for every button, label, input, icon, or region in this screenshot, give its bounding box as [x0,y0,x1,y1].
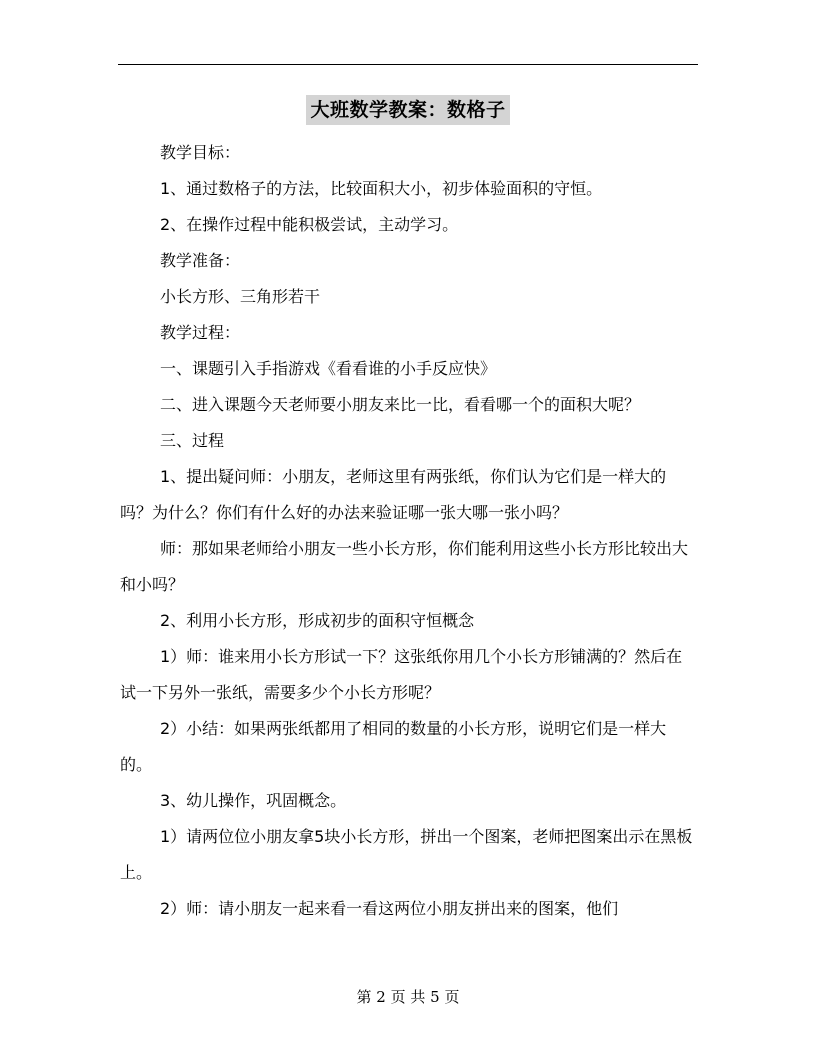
page-footer [0,987,816,1007]
paragraph: 教学过程： [160,323,241,342]
paragraph: 教学准备： [160,251,241,270]
paragraph: 三、过程 [160,431,225,450]
paragraph: 2）师：请小朋友一起来看一看这两位小朋友拼出来的图案，他们 [160,899,619,918]
paragraph: 2、利用小长方形，形成初步的面积守恒概念 [160,611,475,630]
paragraph: 1）请两位位小朋友拿5块小长方形，拼出一个图案，老师把图案出示在黑板上。 [120,827,693,882]
page-number-label: 第 2 页 共 5 页 [356,988,460,1006]
document-body [120,135,695,927]
title-container [0,95,816,125]
header-rule [118,64,698,65]
paragraph: 1、通过数格子的方法，比较面积大小，初步体验面积的守恒。 [160,179,603,198]
paragraph: 1、提出疑问师：小朋友，老师这里有两张纸，你们认为它们是一样大的吗？为什么？你们有什么好的办法来验证哪一张大哪一张小吗？ [120,467,667,522]
paragraph: 1）师：谁来用小长方形试一下？这张纸你用几个小长方形铺满的？然后在试一下另外一张纸，需要多少个小长方形呢？ [120,647,683,702]
paragraph: 二、进入课题今天老师要小朋友来比一比，看看哪一个的面积大呢？ [160,395,641,414]
paragraph: 2）小结：如果两张纸都用了相同的数量的小长方形，说明它们是一样大的。 [120,719,667,774]
paragraph: 小长方形、三角形若干 [160,287,321,306]
document-title: 大班数学教案：数格子 [306,95,509,125]
paragraph: 3、幼儿操作，巩固概念。 [160,791,347,810]
paragraph: 2、在操作过程中能积极尝试，主动学习。 [160,215,459,234]
paragraph: 师：那如果老师给小朋友一些小长方形，你们能利用这些小长方形比较出大和小吗？ [120,539,689,594]
paragraph: 教学目标： [160,143,241,162]
paragraph: 一、课题引入手指游戏《看看谁的小手反应快》 [160,359,497,378]
